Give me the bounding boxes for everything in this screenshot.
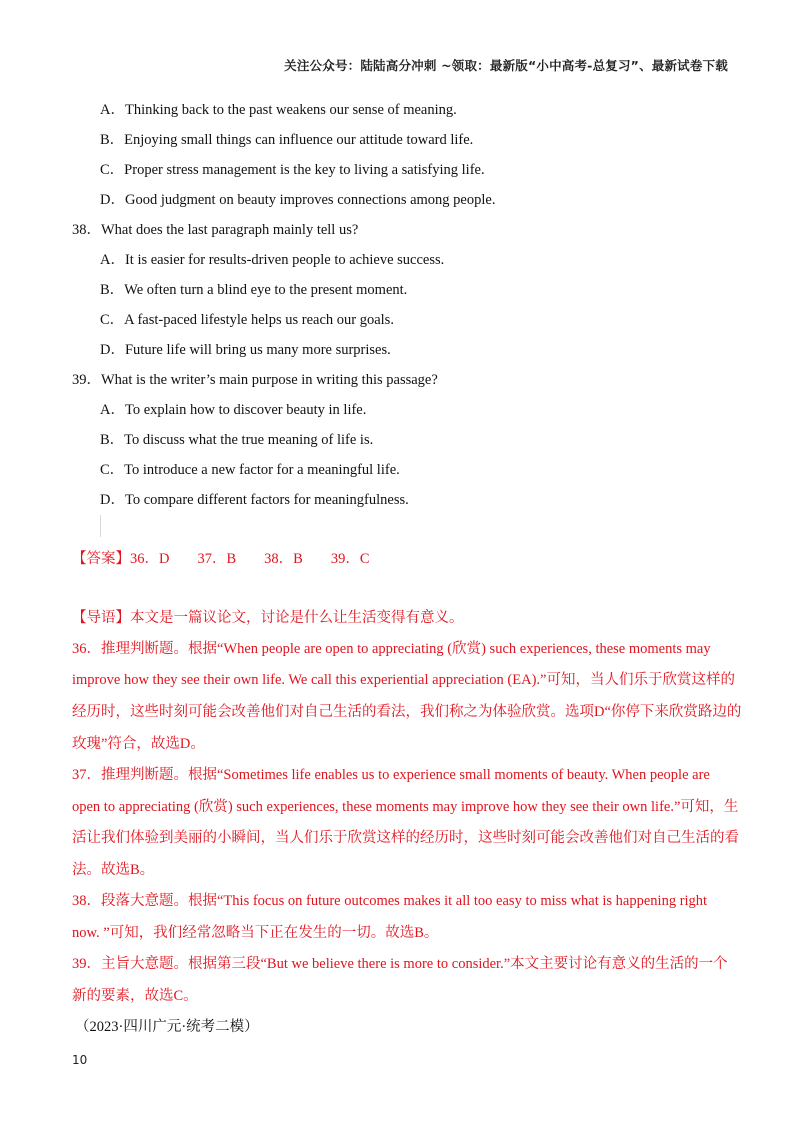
explanation-line: 活让我们体验到美丽的小瞬间，当人们乐于欣赏这样的经历时，这些时刻可能会改善他们对自己生活的看 [72, 830, 739, 846]
question-source: （2023·四川广元·统考二模） [75, 1019, 259, 1035]
q39-option-d: D．To compare different factors for meaningfulness. [100, 492, 409, 508]
q37-option-c: C．Proper stress management is the key to living a satisfying life. [100, 162, 485, 178]
q37-option-a: A．Thinking back to the past weakens our sense of meaning. [100, 102, 457, 118]
explanation-line: 玫瑰”符合，故选D。 [72, 736, 205, 752]
q38-option-a: A．It is easier for results-driven people to achieve success. [100, 252, 445, 268]
q39-option-c: C．To introduce a new factor for a meaningful life. [100, 462, 400, 478]
answer-key [72, 547, 398, 568]
q38-option-d: D．Future life will bring us many more surprises. [100, 342, 391, 358]
answer-item: 39．C [330, 551, 370, 567]
explanation-line: 39．主旨大意题。根据第三段“But we believe there is more to consider.”本文主要讨论有意义的生活的一个 [72, 956, 728, 972]
q39-option-b: B．To discuss what the true meaning of life is. [100, 432, 374, 448]
explanation-line: open to appreciating (欣赏) such experiences, these moments may improve how they see their own life.”可知，生 [72, 799, 739, 815]
answer-item: 38．B [264, 551, 303, 567]
answer-label: 【答案】 [72, 551, 130, 567]
page-header: 关注公众号：陆陆高分冲刺 ~领取：最新版“小中高考-总复习”、最新试卷下载 [284, 58, 728, 73]
explanation-line: 38．段落大意题。根据“This focus on future outcomes makes it all too easy to miss what is happening right [72, 893, 708, 909]
q38-option-b: B．We often turn a blind eye to the present moment. [100, 282, 408, 298]
page-number: 10 [72, 1053, 88, 1067]
explanation-line: improve how they see their own life. We call this experiential appreciation (EA).”可知，当人们乐于欣赏这样的 [72, 672, 735, 688]
q39-stem: 39．What is the writer’s main purpose in writing this passage? [72, 372, 438, 388]
q38-option-c: C．A fast-paced lifestyle helps us reach our goals. [100, 312, 394, 328]
guide [72, 606, 464, 627]
explanation-line: 37．推理判断题。根据“Sometimes life enables us to experience small moments of beauty. When people are [72, 767, 710, 783]
q38-stem: 38．What does the last paragraph mainly tell us? [72, 222, 359, 238]
explanation-line: now. ”可知，我们经常忽略当下正在发生的一切。故选B。 [72, 925, 439, 941]
divider [100, 515, 101, 537]
explanation-line: 36．推理判断题。根据“When people are open to appreciating (欣赏) such experiences, these moments may [72, 641, 711, 657]
guide-label: 【导语】 [72, 610, 130, 626]
q39-option-a: A．To explain how to discover beauty in life. [100, 402, 367, 418]
explanation-line: 法。故选B。 [72, 862, 155, 878]
q37-option-d: D．Good judgment on beauty improves connections among people. [100, 192, 496, 208]
explanation-line: 经历时，这些时刻可能会改善他们对自己生活的看法，我们称之为体验欣赏。选项D“你停下来欣赏路边的 [72, 704, 742, 720]
guide-text: 本文是一篇议论文，讨论是什么让生活变得有意义。 [130, 610, 464, 626]
q37-option-b: B．Enjoying small things can influence our attitude toward life. [100, 132, 474, 148]
answer-item: 37．B [197, 551, 237, 567]
answer-item: 36．D [130, 551, 170, 567]
explanation-line: 新的要素，故选C。 [72, 988, 198, 1004]
